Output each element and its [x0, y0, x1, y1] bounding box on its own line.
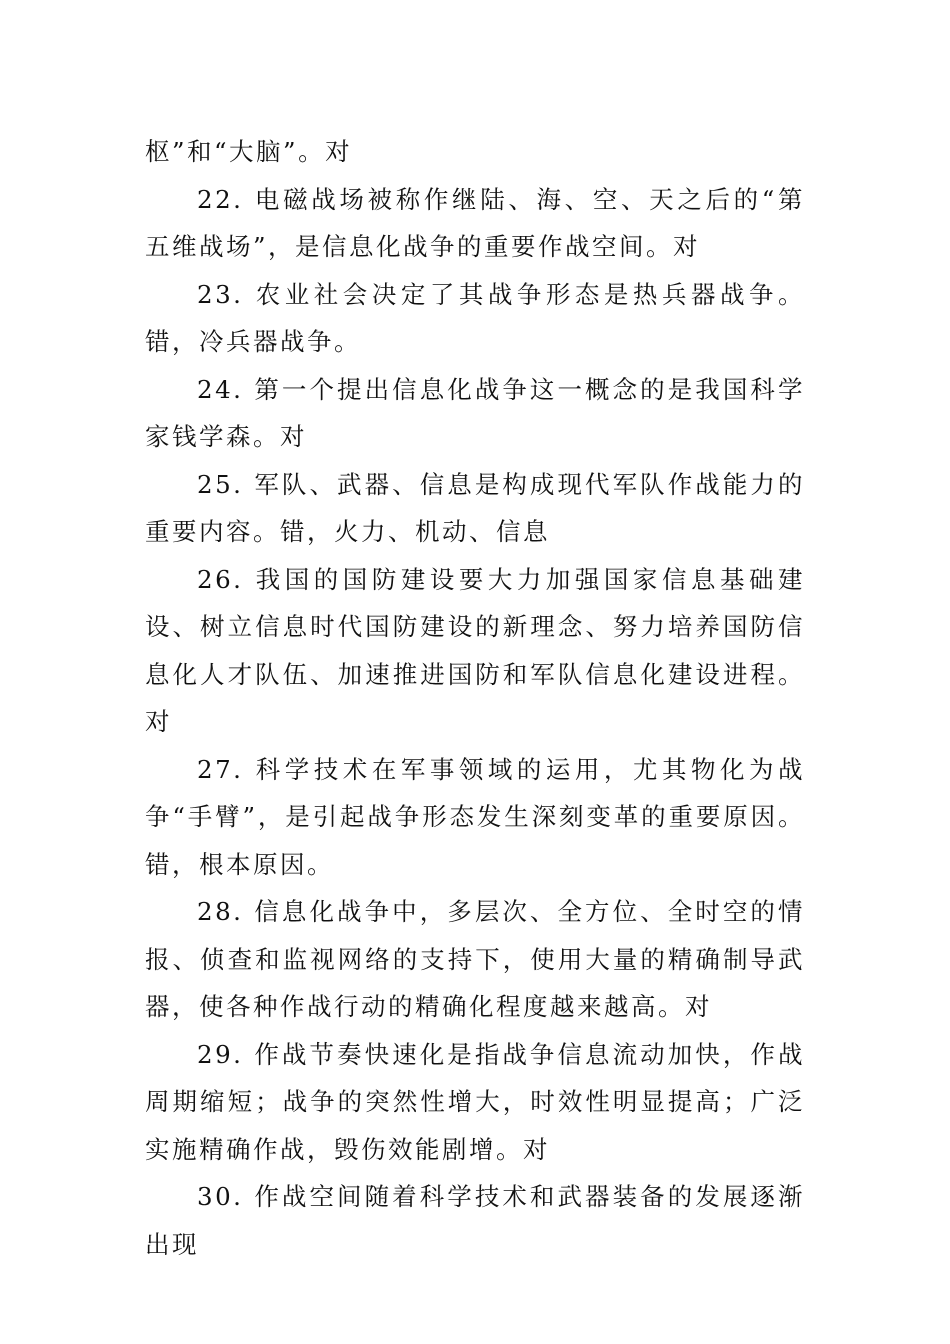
document-body: [145, 128, 805, 1268]
paragraph-item-28: 28. 信息化战争中，多层次、全方位、全时空的情报、侦查和监视网络的支持下，使用大量的精确制导武器，使各种作战行动的精确化程度越来越高。对: [145, 897, 805, 1021]
paragraph-item-22: 22. 电磁战场被称作继陆、海、空、天之后的“第五维战场”，是信息化战争的重要作战空间。对: [145, 184, 805, 261]
paragraph-item-26: 26. 我国的国防建设要大力加强国家信息基础建设、树立信息时代国防建设的新理念、努力培养国防信息化人才队伍、加速推进国防和军队信息化建设进程。 对: [145, 564, 805, 736]
paragraph-item-27: 27. 科学技术在军事领域的运用，尤其物化为战争“手臂”，是引起战争形态发生深刻变革的重要原因。错，根本原因。: [145, 754, 805, 879]
paragraph-item-29: 29. 作战节奏快速化是指战争信息流动加快，作战周期缩短；战争的突然性增大，时效性明显提高；广泛实施精确作战，毁伤效能剧增。对: [145, 1039, 805, 1164]
paragraph-item-25: 25. 军队、武器、信息是构成现代军队作战能力的重要内容。错，火力、机动、信息: [145, 469, 805, 546]
paragraph-item-30: 30. 作战空间随着科学技术和武器装备的发展逐渐出现: [145, 1182, 805, 1259]
paragraph-continuation: 枢”和“大脑”。对: [145, 137, 353, 166]
paragraph-item-23: 23. 农业社会决定了其战争形态是热兵器战争。错，冷兵器战争。: [145, 279, 805, 356]
paragraph-item-24: 24. 第一个提出信息化战争这一概念的是我国科学家钱学森。对: [145, 374, 805, 451]
